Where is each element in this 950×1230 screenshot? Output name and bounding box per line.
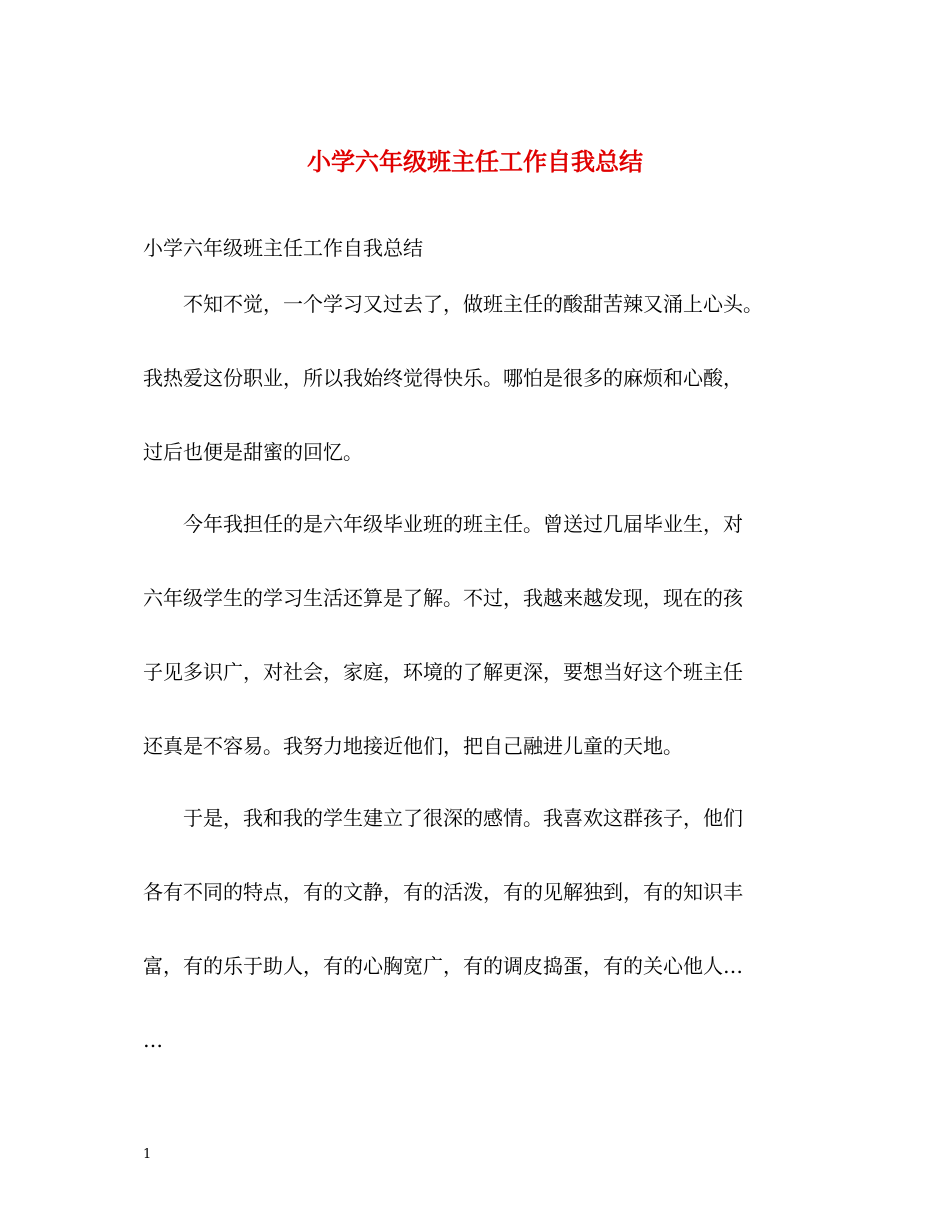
text-line: … — [143, 1028, 163, 1052]
document-title: 小学六年级班主任工作自我总结 — [307, 147, 643, 176]
text-line: 还真是不容易。我努力地接近他们，把自己融进儿童的天地。 — [143, 734, 683, 758]
document-subtitle: 小学六年级班主任工作自我总结 — [143, 236, 423, 260]
text-line: 过后也便是甜蜜的回忆。 — [143, 440, 363, 464]
text-line: 不知不觉，一个学习又过去了，做班主任的酸甜苦辣又涌上心头。 — [183, 292, 763, 316]
text-line: 富，有的乐于助人，有的心胸宽广，有的调皮捣蛋，有的关心他人… — [143, 954, 743, 978]
text-line: 今年我担任的是六年级毕业班的班主任。曾送过几届毕业生，对 — [183, 512, 743, 536]
text-line: 于是，我和我的学生建立了很深的感情。我喜欢这群孩子，他们 — [183, 806, 743, 830]
text-line: 各有不同的特点，有的文静，有的活泼，有的见解独到，有的知识丰 — [143, 880, 743, 904]
page-number: 1 — [143, 1147, 152, 1162]
text-line: 子见多识广，对社会，家庭，环境的了解更深，要想当好这个班主任 — [143, 660, 743, 684]
text-line: 我热爱这份职业，所以我始终觉得快乐。哪怕是很多的麻烦和心酸， — [143, 366, 743, 390]
text-line: 六年级学生的学习生活还算是了解。不过，我越来越发现，现在的孩 — [143, 586, 743, 610]
document-body — [143, 286, 823, 1096]
